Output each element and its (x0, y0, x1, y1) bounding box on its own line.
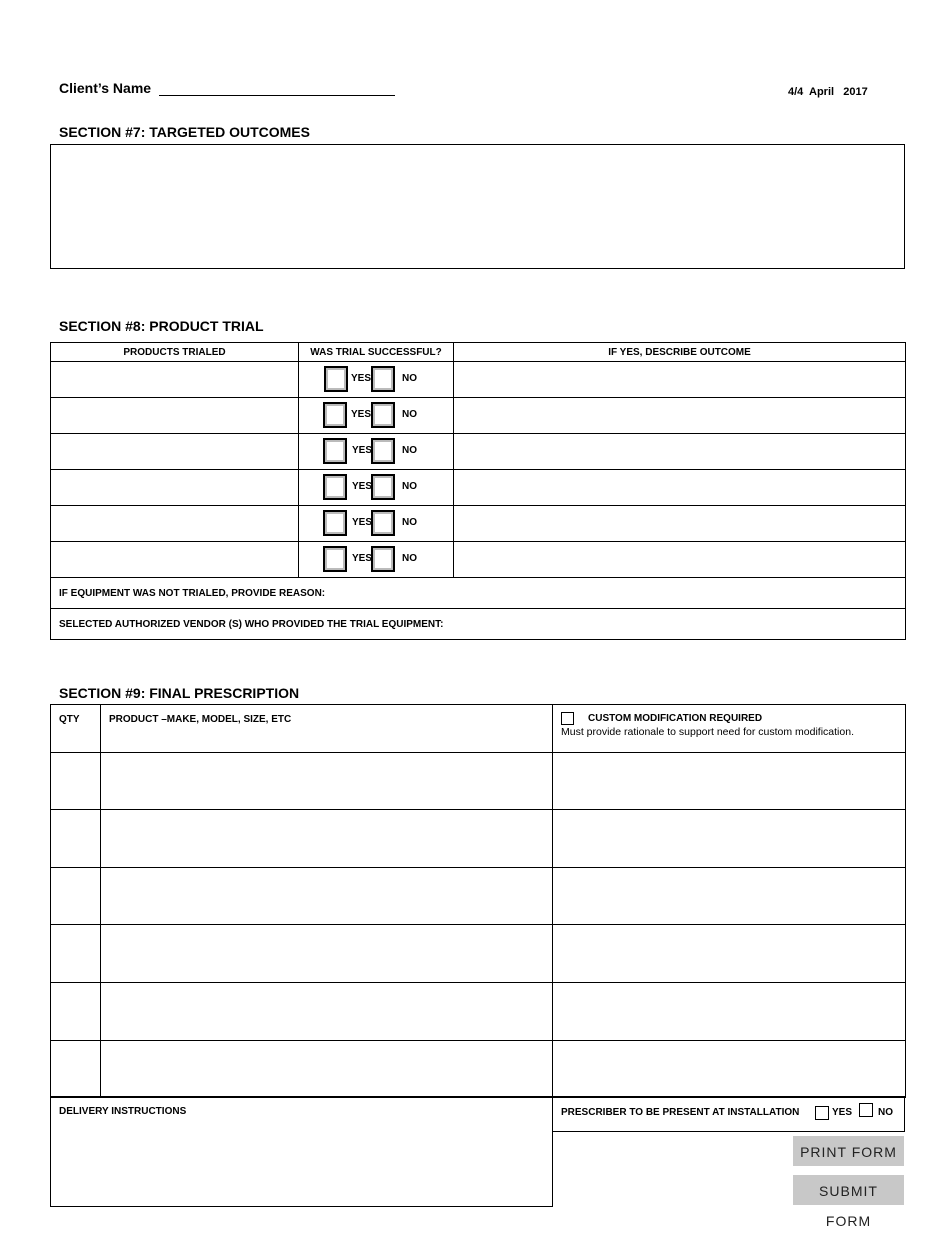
product-trialed-field[interactable] (51, 542, 299, 578)
prescription-row (51, 925, 906, 983)
section7-title: SECTION #7: TARGETED OUTCOMES (59, 124, 310, 140)
yes-checkbox[interactable] (323, 546, 347, 572)
yes-label: YES (351, 409, 372, 420)
trial-vendor-field[interactable] (51, 609, 906, 640)
outcome-field[interactable] (454, 506, 906, 542)
outcome-field[interactable] (454, 362, 906, 398)
yes-label: YES (351, 373, 372, 384)
print-form-button[interactable]: PRINT FORM (793, 1136, 904, 1166)
trial-successful-cell (299, 398, 454, 434)
no-label: NO (402, 409, 417, 420)
custom-mod-note: Must provide rationale to support need for custom modification. (561, 726, 854, 738)
trial-row (51, 362, 906, 398)
no-checkbox[interactable] (371, 438, 395, 464)
custom-mod-header (553, 705, 906, 753)
delivery-instructions-field[interactable] (50, 1096, 553, 1207)
prescription-row (51, 1041, 906, 1098)
custom-mod-field[interactable] (553, 983, 906, 1041)
no-checkbox[interactable] (371, 474, 395, 500)
yes-checkbox[interactable] (323, 474, 347, 500)
product-field[interactable] (101, 753, 553, 810)
trial-successful-cell (299, 362, 454, 398)
product-trialed-field[interactable] (51, 506, 299, 542)
product-field[interactable] (101, 925, 553, 983)
custom-mod-field[interactable] (553, 868, 906, 925)
qty-field[interactable] (51, 810, 101, 868)
prescription-row (51, 810, 906, 868)
prescription-row (51, 983, 906, 1041)
no-label: NO (402, 517, 417, 528)
trial-row (51, 434, 906, 470)
yes-label: YES (352, 481, 373, 492)
yes-label: YES (352, 445, 373, 456)
outcome-field[interactable] (454, 542, 906, 578)
client-name-field[interactable] (159, 81, 395, 96)
not-trialed-reason-field[interactable] (51, 578, 906, 609)
outcome-field[interactable] (454, 398, 906, 434)
product-trialed-field[interactable] (51, 362, 299, 398)
custom-mod-field[interactable] (553, 925, 906, 983)
client-name-row (59, 80, 395, 96)
product-field[interactable] (101, 810, 553, 868)
col-products-trialed: PRODUCTS TRIALED (51, 343, 299, 362)
client-name-label: Client’s Name (59, 80, 152, 96)
qty-field[interactable] (51, 983, 101, 1041)
custom-mod-label: CUSTOM MODIFICATION REQUIRED (588, 713, 763, 725)
no-label: NO (402, 481, 417, 492)
yes-checkbox[interactable] (323, 438, 347, 464)
outcome-field[interactable] (454, 434, 906, 470)
no-label: NO (402, 553, 417, 564)
col-product: PRODUCT –MAKE, MODEL, SIZE, ETC (101, 705, 553, 753)
custom-mod-checkbox[interactable] (561, 712, 574, 725)
prescriber-label: PRESCRIBER TO BE PRESENT AT INSTALLATION (561, 1107, 800, 1118)
outcome-field[interactable] (454, 470, 906, 506)
trial-successful-cell (299, 506, 454, 542)
product-trialed-field[interactable] (51, 434, 299, 470)
yes-checkbox[interactable] (324, 366, 348, 392)
product-trialed-field[interactable] (51, 470, 299, 506)
yes-checkbox[interactable] (323, 510, 347, 536)
col-qty: QTY (51, 705, 101, 753)
custom-mod-field[interactable] (553, 753, 906, 810)
trial-successful-cell (299, 470, 454, 506)
trial-row (51, 506, 906, 542)
yes-label: YES (352, 553, 373, 564)
no-checkbox[interactable] (371, 546, 395, 572)
not-trialed-label: IF EQUIPMENT WAS NOT TRIALED, PROVIDE REASON: (59, 587, 326, 599)
prescriber-yes-checkbox[interactable] (815, 1106, 829, 1120)
no-checkbox[interactable] (371, 402, 395, 428)
product-field[interactable] (101, 1041, 553, 1098)
no-checkbox[interactable] (371, 510, 395, 536)
prescription-row (51, 753, 906, 810)
product-field[interactable] (101, 983, 553, 1041)
prescription-row (51, 868, 906, 925)
product-trialed-field[interactable] (51, 398, 299, 434)
trial-row (51, 542, 906, 578)
section9-title: SECTION #9: FINAL PRESCRIPTION (59, 685, 300, 701)
trial-successful-cell (299, 434, 454, 470)
yes-label: YES (352, 517, 373, 528)
prescriber-no-checkbox[interactable] (859, 1103, 873, 1117)
form-date: 4/4 April 2017 (788, 86, 868, 98)
qty-field[interactable] (51, 868, 101, 925)
submit-form-button[interactable]: SUBMIT FORM (793, 1175, 904, 1205)
qty-field[interactable] (51, 753, 101, 810)
qty-field[interactable] (51, 925, 101, 983)
targeted-outcomes-field[interactable] (50, 144, 905, 269)
vendor-label: SELECTED AUTHORIZED VENDOR (S) WHO PROVIDED THE TRIAL EQUIPMENT: (59, 618, 444, 630)
no-checkbox[interactable] (371, 366, 395, 392)
custom-mod-field[interactable] (553, 1041, 906, 1098)
no-label: NO (402, 373, 417, 384)
custom-mod-field[interactable] (553, 810, 906, 868)
product-field[interactable] (101, 868, 553, 925)
col-trial-successful: WAS TRIAL SUCCESSFUL? (299, 343, 454, 362)
prescriber-no-label: NO (878, 1107, 893, 1118)
trial-row (51, 398, 906, 434)
no-label: NO (402, 445, 417, 456)
trial-successful-cell (299, 542, 454, 578)
product-trial-table (50, 342, 906, 640)
prescriber-present-row (552, 1096, 905, 1132)
trial-row (51, 470, 906, 506)
prescriber-yes-label: YES (832, 1107, 853, 1118)
qty-field[interactable] (51, 1041, 101, 1098)
col-describe-outcome: IF YES, DESCRIBE OUTCOME (454, 343, 906, 362)
section8-title: SECTION #8: PRODUCT TRIAL (59, 318, 264, 334)
final-prescription-table (50, 704, 906, 1098)
yes-checkbox[interactable] (323, 402, 347, 428)
delivery-label: DELIVERY INSTRUCTIONS (59, 1106, 187, 1117)
